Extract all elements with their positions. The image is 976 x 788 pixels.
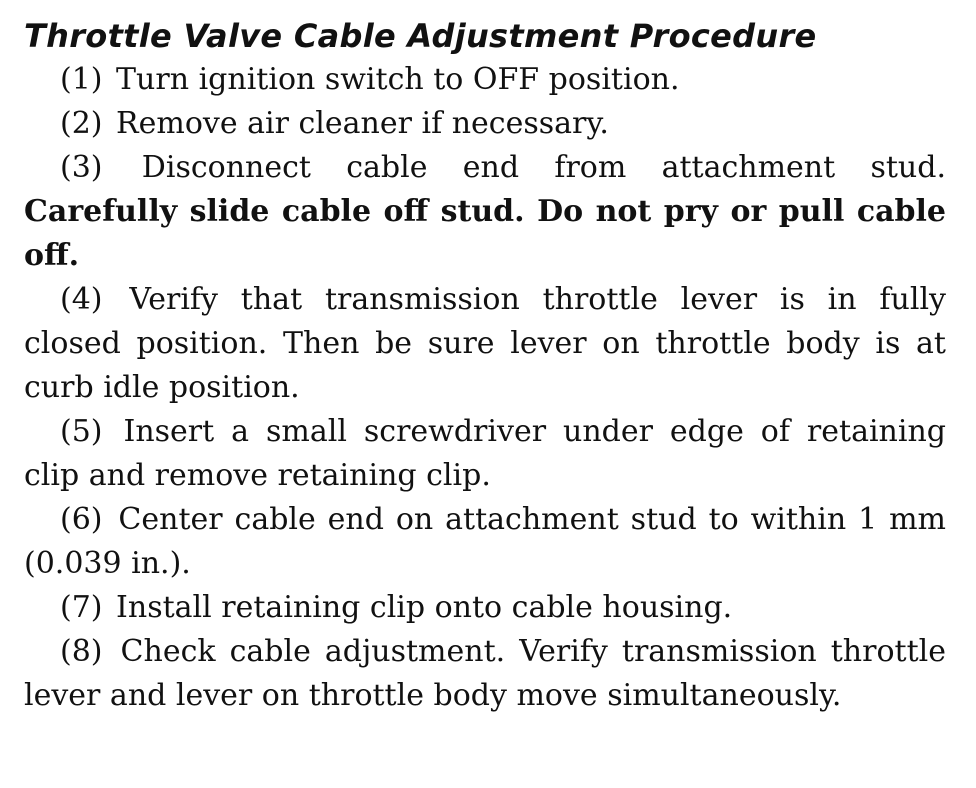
step-text: Verify that transmission throttle lever is in fully closed position. Then be sure lever on throttle body is at curb idle position. — [24, 282, 946, 405]
step-3 — [24, 146, 946, 278]
step-text: Disconnect cable end from attachment stud. — [141, 150, 946, 185]
step-8 — [24, 630, 946, 718]
step-text: Center cable end on attachment stud to within 1 mm (0.039 in.). — [24, 502, 946, 581]
step-6 — [24, 498, 946, 586]
step-text: Insert a small screwdriver under edge of retaining clip and remove retaining clip. — [24, 414, 946, 493]
step-number: (1) — [60, 62, 103, 97]
step-number: (3) — [60, 150, 103, 185]
step-number: (4) — [60, 282, 103, 317]
step-7 — [24, 586, 946, 630]
step-5 — [24, 410, 946, 498]
step-1 — [24, 58, 946, 102]
step-number: (8) — [60, 634, 103, 669]
step-number: (5) — [60, 414, 103, 449]
step-4 — [24, 278, 946, 410]
page-title: Throttle Valve Cable Adjustment Procedure — [24, 17, 817, 55]
step-text: Install retaining clip onto cable housing. — [116, 590, 733, 625]
step-warning-text: Carefully slide cable off stud. Do not pry or pull cable off. — [24, 194, 946, 273]
step-text: Turn ignition switch to OFF position. — [116, 62, 680, 97]
step-number: (2) — [60, 106, 103, 141]
step-number: (7) — [60, 590, 103, 625]
step-text: Remove air cleaner if necessary. — [116, 106, 609, 141]
step-text: Check cable adjustment. Verify transmission throttle lever and lever on throttle body move simultaneously. — [24, 634, 946, 713]
step-2 — [24, 102, 946, 146]
step-number: (6) — [60, 502, 103, 537]
